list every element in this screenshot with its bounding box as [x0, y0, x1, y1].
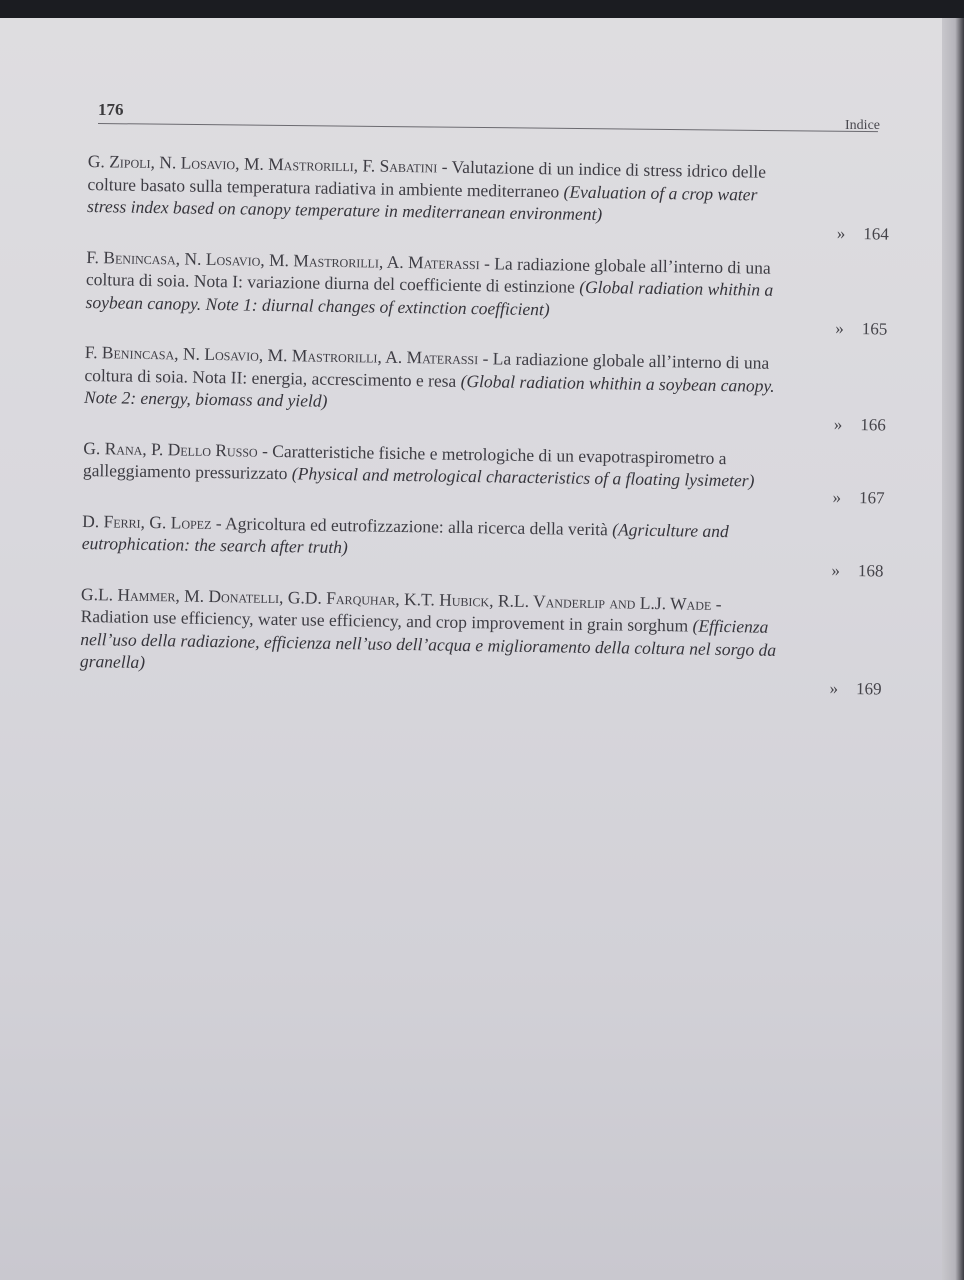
- entry-authors: F. Benincasa, N. Losavio, M. Mastrorilli, A. Materassi: [84, 341, 479, 369]
- entry-page-number: 164: [863, 223, 889, 244]
- page-ref-marker: »: [835, 318, 844, 338]
- index-entry: D. Ferri, G. Lopez - Agricoltura ed eutrofizzazione: alla ricerca della verità (Agriculture and eutrophication: the search after truth) » 168: [81, 510, 884, 581]
- index-list: [80, 150, 908, 697]
- entry-page-number: 165: [861, 319, 888, 339]
- index-entry: F. Benincasa, N. Losavio, M. Mastrorilli, A. Materassi - La radiazione globale all’interno di una coltura di soia. Nota I: variazione diurna del coefficiente di estinzione (Global radiation whithin a soybean canopy. Note 1: diurnal changes of extinction coefficient) » 165: [85, 246, 888, 339]
- index-entry: F. Benincasa, N. Losavio, M. Mastrorilli, A. Materassi - La radiazione globale all’interno di una coltura di soia. Nota II: energia, accrescimento e resa (Global radiation whithin a soybean canopy. Note 2: energy, biomass and yield) » 166: [83, 341, 886, 435]
- entry-page-ref: [831, 560, 883, 581]
- page-ref-marker: »: [833, 414, 843, 434]
- page-edge: [942, 18, 964, 1280]
- entry-page-ref: [835, 319, 887, 340]
- entry-page-ref: [832, 487, 884, 508]
- entry-title: La radiazione globale all’interno di una coltura di soia. Nota I: variazione diurna del coefficiente di estinzione: [85, 252, 771, 297]
- page-ref-marker: »: [832, 487, 842, 507]
- entry-page-number: 169: [855, 678, 882, 699]
- entry-page-number: 168: [857, 560, 884, 581]
- entry-title: La radiazione globale all’interno di una coltura di soia. Nota II: energia, accrescimento e resa: [84, 348, 770, 391]
- index-entry: G.L. Hammer, M. Donatelli, G.D. Farquhar, K.T. Hubick, R.L. Vanderlip and L.J. Wade - Radiation use efficiency, water use efficiency, and crop improvement in grain sorghum (Efficienza nell’uso della radiazione, efficienza nell’uso dell’acqua e miglioramento della coltura nel sorgo da granella) » 169: [79, 583, 882, 699]
- index-entry: G. Rana, P. Dello Russo - Caratteristiche fisiche e metrologiche di un evapotraspirometro a galleggiamento pressurizzato (Physical and metrological characteristics of a floating lysimeter) » 167: [82, 437, 885, 508]
- page-ref-marker: »: [829, 678, 839, 698]
- entry-title-translation: (Agriculture and eutrophication: the search after truth): [81, 518, 729, 558]
- section-title: Indice: [845, 118, 880, 133]
- entry-title-translation: (Efficienza nell’uso della radiazione, efficienza nell’uso dell’acqua e miglioramento della coltura nel sorgo da granella): [79, 615, 777, 672]
- entry-title: Valutazione di un indice di stress idrico delle colture basato sulla temperatura radiativa in ambiente mediterraneo: [87, 156, 767, 201]
- page-ref-marker: »: [831, 560, 841, 580]
- entry-page-number: 166: [860, 414, 886, 435]
- entry-title-translation: (Physical and metrological characteristics of a floating lysimeter): [291, 463, 755, 491]
- entry-title: Agricoltura ed eutrofizzazione: alla ricerca della verità: [224, 512, 609, 539]
- page-ref-marker: »: [836, 223, 846, 243]
- running-head: [98, 96, 880, 133]
- entry-page-ref: [834, 414, 886, 435]
- entry-title: Caratteristiche fisiche e metrologiche di un evapotraspirometro a galleggiamento pressurizzato: [82, 440, 727, 484]
- entry-authors: G. Zipoli, N. Losavio, M. Mastrorilli, F. Sabatini: [87, 150, 438, 177]
- index-entry: G. Zipoli, N. Losavio, M. Mastrorilli, F. Sabatini - Valutazione di un indice di stress idrico delle colture basato sulla temperatura radiativa in ambiente mediterraneo (Evaluation of a crop water stress index based on canopy temperature in mediterranean environment) » 164: [86, 150, 889, 244]
- entry-page-ref: [829, 678, 881, 699]
- entry-title-translation: (Evaluation of a crop water stress index based on canopy temperature in mediterranean environment): [86, 180, 758, 225]
- entry-title: Radiation use efficiency, water use efficiency, and crop improvement in grain sorghum: [80, 605, 689, 636]
- entry-title-translation: (Global radiation whithin a soybean canopy. Note 1: diurnal changes of extinction coefficient): [85, 276, 774, 319]
- entry-authors: G. Rana, P. Dello Russo: [83, 437, 258, 461]
- page-number: 176: [98, 100, 124, 119]
- entry-authors: G.L. Hammer, M. Donatelli, G.D. Farquhar, K.T. Hubick, R.L. Vanderlip and L.J. Wade: [80, 583, 712, 614]
- entry-title-translation: (Global radiation whithin a soybean canopy. Note 2: energy, biomass and yield): [83, 370, 775, 411]
- entry-page-number: 167: [858, 487, 885, 508]
- entry-authors: D. Ferri, G. Lopez: [82, 510, 212, 533]
- entry-page-ref: [837, 223, 889, 244]
- entry-authors: F. Benincasa, N. Losavio, M. Mastrorilli, A. Materassi: [86, 246, 480, 273]
